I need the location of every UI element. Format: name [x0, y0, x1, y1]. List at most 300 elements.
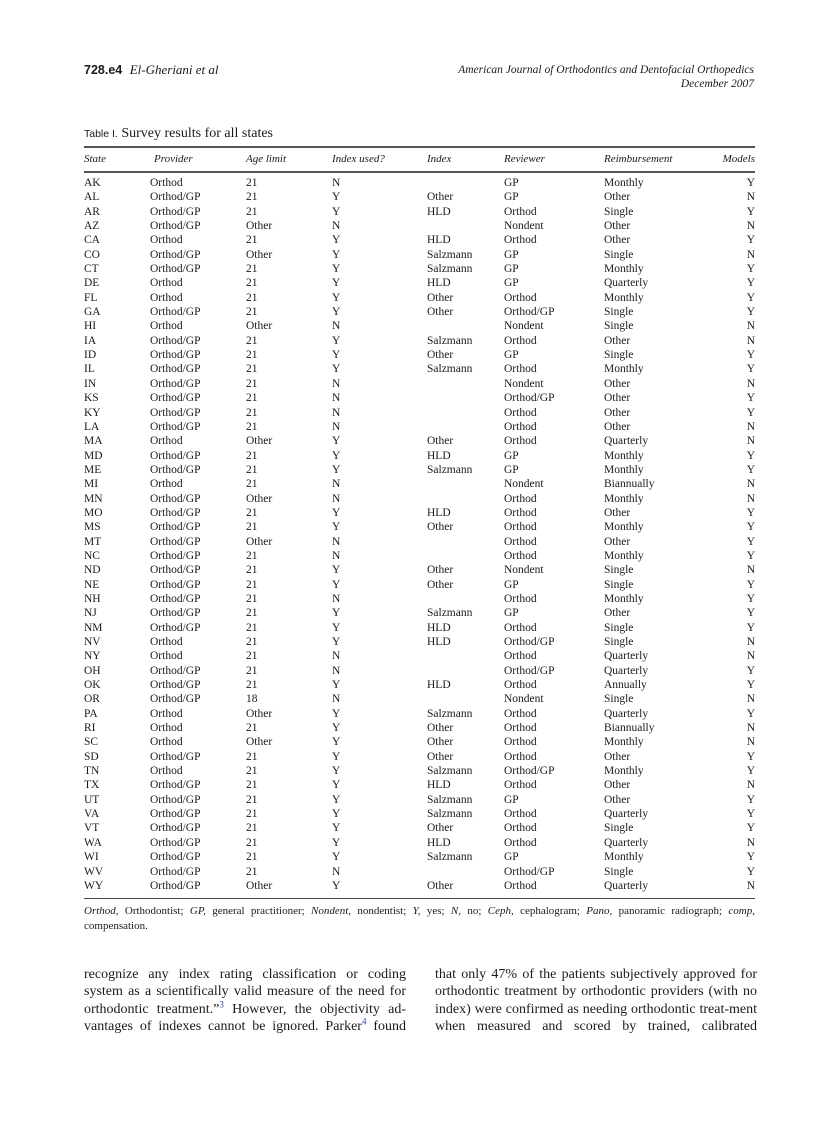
cell-reviewer: Orthod	[504, 549, 537, 562]
cell-reviewer: Orthod	[504, 420, 537, 433]
cell-index-used: Y	[332, 248, 341, 261]
reference-link-4[interactable]: 4	[361, 1016, 367, 1027]
table-row	[84, 879, 755, 893]
cell-age-limit: Other	[246, 736, 273, 749]
cell-provider: Orthod/GP	[150, 693, 201, 706]
table-row	[84, 563, 755, 577]
cell-provider: Orthod	[150, 234, 183, 247]
cell-models: Y	[746, 707, 755, 720]
cell-state: KY	[84, 406, 101, 419]
cell-index: Other	[427, 349, 454, 362]
table-row	[84, 678, 755, 692]
cell-index	[427, 219, 504, 233]
cell-index: HLD	[427, 449, 451, 462]
cell-models: Y	[746, 205, 755, 218]
cell-provider: Orthod/GP	[150, 449, 201, 462]
cell-models: N	[746, 334, 755, 347]
cell-reviewer: GP	[504, 277, 519, 290]
cell-state: TN	[84, 765, 100, 778]
cell-age-limit: 21	[246, 392, 258, 405]
cell-provider: Orthod/GP	[150, 549, 201, 562]
cell-reviewer: Orthod	[504, 506, 537, 519]
cell-age-limit: 21	[246, 851, 258, 864]
cell-reimbursement: Quarterly	[604, 664, 649, 677]
col-header-index-used: Index used?	[332, 153, 385, 165]
cell-index-used: Y	[332, 621, 341, 634]
cell-index-used: N	[332, 549, 341, 562]
cell-index-used: Y	[332, 836, 341, 849]
cell-models: Y	[746, 851, 755, 864]
cell-provider: Orthod/GP	[150, 392, 201, 405]
table-row	[84, 449, 755, 463]
cell-reimbursement: Annually	[604, 679, 647, 692]
table-row	[84, 649, 755, 663]
cell-age-limit: 21	[246, 836, 258, 849]
cell-index-used: Y	[332, 750, 341, 763]
footnote-definition: nondentist;	[351, 905, 413, 917]
cell-reviewer: Orthod	[504, 291, 537, 304]
cell-age-limit: Other	[246, 435, 273, 448]
cell-state: CO	[84, 248, 100, 261]
cell-reimbursement: Quarterly	[604, 836, 649, 849]
cell-reviewer: GP	[504, 463, 519, 476]
table-row	[84, 406, 755, 420]
cell-state: WI	[84, 851, 99, 864]
cell-state: MA	[84, 435, 103, 448]
cell-age-limit: 21	[246, 578, 258, 591]
table-row	[84, 578, 755, 592]
cell-state: SC	[84, 736, 99, 749]
table-row	[84, 549, 755, 563]
cell-reimbursement: Other	[604, 420, 631, 433]
cell-index	[427, 865, 504, 879]
cell-index-used: Y	[332, 679, 341, 692]
cell-index-used: Y	[332, 349, 341, 362]
cell-reimbursement: Quarterly	[604, 435, 649, 448]
cell-state: HI	[84, 320, 97, 333]
cell-reviewer: GP	[504, 607, 519, 620]
cell-index: Other	[427, 291, 454, 304]
cell-reviewer: Orthod	[504, 836, 537, 849]
cell-reimbursement: Single	[604, 822, 634, 835]
cell-models: N	[746, 220, 755, 233]
col-header-index: Index	[427, 153, 452, 165]
cell-reviewer: GP	[504, 263, 519, 276]
cell-reimbursement: Other	[604, 607, 631, 620]
table-row	[84, 377, 755, 391]
cell-reimbursement: Monthly	[604, 492, 644, 505]
cell-state: MI	[84, 478, 99, 491]
cell-reviewer: Orthod	[504, 650, 537, 663]
table-row	[84, 836, 755, 850]
table-row	[84, 735, 755, 749]
cell-models: N	[746, 836, 755, 849]
cell-state: OH	[84, 664, 101, 677]
cell-reviewer: Orthod	[504, 205, 537, 218]
cell-index: HLD	[427, 205, 451, 218]
cell-age-limit: 21	[246, 506, 258, 519]
table-row	[84, 190, 755, 204]
cell-reimbursement: Monthly	[604, 263, 644, 276]
cell-models: Y	[746, 607, 755, 620]
cell-reviewer: Nondent	[504, 564, 544, 577]
body-text: that only 47% of the patients subjectively approved for orthodontic treatment by orthodontic providers (with no index) were confirmed as needing orthodontic treat-ment when measured and scored by trained, calibrated	[435, 967, 757, 1034]
cell-reimbursement: Quarterly	[604, 879, 649, 892]
cell-provider: Orthod/GP	[150, 578, 201, 591]
cell-index-used: N	[332, 865, 341, 878]
cell-reviewer: Orthod/GP	[504, 865, 555, 878]
col-header-reviewer: Reviewer	[504, 153, 545, 165]
cell-age-limit: 21	[246, 664, 258, 677]
cell-index: Other	[427, 306, 454, 319]
cell-reviewer: GP	[504, 349, 519, 362]
cell-state: VT	[84, 822, 100, 835]
cell-reimbursement: Single	[604, 349, 634, 362]
table-row	[84, 291, 755, 305]
table-row	[84, 463, 755, 477]
cell-index: Salzmann	[427, 263, 473, 276]
cell-index	[427, 649, 504, 663]
table-row	[84, 692, 755, 706]
cell-index-used: Y	[332, 707, 341, 720]
cell-reviewer: GP	[504, 449, 519, 462]
cell-state: NJ	[84, 607, 97, 620]
cell-index-used: N	[332, 220, 341, 233]
cell-age-limit: 21	[246, 750, 258, 763]
footnote-abbreviation: N,	[450, 905, 461, 917]
cell-index-used: Y	[332, 435, 341, 448]
cell-models: N	[746, 779, 755, 792]
cell-reimbursement: Monthly	[604, 549, 644, 562]
cell-models: N	[746, 492, 755, 505]
cell-reviewer: Orthod	[504, 750, 537, 763]
table-row	[84, 171, 755, 190]
cell-models: Y	[746, 506, 755, 519]
cell-age-limit: 21	[246, 621, 258, 634]
cell-age-limit: 21	[246, 334, 258, 347]
footnote-definition: compensation.	[84, 920, 148, 932]
cell-reviewer: Nondent	[504, 377, 544, 390]
cell-models: Y	[746, 177, 755, 189]
cell-reimbursement: Monthly	[604, 592, 644, 605]
cell-reimbursement: Other	[604, 234, 631, 247]
table-row	[84, 721, 755, 735]
table-row	[84, 506, 755, 520]
table-row	[84, 319, 755, 333]
cell-models: Y	[746, 521, 755, 534]
cell-age-limit: 21	[246, 822, 258, 835]
cell-state: NH	[84, 592, 101, 605]
cell-age-limit: 21	[246, 521, 258, 534]
cell-reimbursement: Biannually	[604, 478, 655, 491]
cell-index-used: Y	[332, 879, 341, 892]
cell-models: N	[746, 636, 755, 648]
table-row	[84, 664, 755, 678]
cell-index: Other	[427, 722, 454, 735]
col-header-reimbursement: Reimbursement	[604, 153, 673, 165]
cell-index: Other	[427, 736, 454, 749]
cell-models: N	[746, 722, 755, 735]
cell-reviewer: Orthod	[504, 592, 537, 605]
table-row	[84, 535, 755, 549]
cell-state: NE	[84, 578, 100, 591]
running-header-left	[84, 62, 219, 78]
cell-index-used: Y	[332, 449, 341, 462]
table-row	[84, 348, 755, 362]
cell-reimbursement: Monthly	[604, 765, 644, 778]
cell-provider: Orthod/GP	[150, 205, 201, 218]
cell-reimbursement: Other	[604, 535, 631, 548]
table-row	[84, 305, 755, 319]
cell-reimbursement: Quarterly	[604, 707, 649, 720]
footnote-definition: no;	[461, 905, 488, 917]
cell-provider: Orthod	[150, 650, 183, 663]
cell-provider: Orthod/GP	[150, 836, 201, 849]
cell-index	[427, 477, 504, 491]
cell-provider: Orthod	[150, 277, 183, 290]
cell-reimbursement: Other	[604, 334, 631, 347]
cell-reimbursement: Other	[604, 220, 631, 233]
cell-age-limit: Other	[246, 320, 273, 333]
cell-state: LA	[84, 420, 100, 433]
cell-index: Salzmann	[427, 334, 473, 347]
cell-index: HLD	[427, 506, 451, 519]
cell-models: Y	[746, 549, 755, 562]
cell-age-limit: 21	[246, 607, 258, 620]
cell-reimbursement: Other	[604, 377, 631, 390]
cell-index-used: Y	[332, 277, 341, 290]
cell-age-limit: 21	[246, 449, 258, 462]
cell-reviewer: Orthod	[504, 736, 537, 749]
cell-reimbursement: Other	[604, 750, 631, 763]
cell-state: CA	[84, 234, 100, 247]
cell-index-used: Y	[332, 363, 341, 376]
cell-reviewer: Orthod	[504, 521, 537, 534]
cell-age-limit: Other	[246, 707, 273, 720]
cell-reviewer: Orthod/GP	[504, 664, 555, 677]
table-bottom-rule	[84, 898, 755, 899]
table-row	[84, 707, 755, 721]
cell-state: ME	[84, 463, 102, 476]
cell-reviewer: Nondent	[504, 320, 544, 333]
table-row	[84, 606, 755, 620]
cell-reimbursement: Single	[604, 320, 634, 333]
cell-provider: Orthod/GP	[150, 191, 201, 204]
cell-age-limit: 21	[246, 263, 258, 276]
author-line: El-Gheriani et al	[129, 62, 219, 77]
cell-reimbursement: Single	[604, 693, 634, 706]
cell-state: OK	[84, 679, 101, 692]
table-row	[84, 362, 755, 376]
cell-models: Y	[746, 234, 755, 247]
cell-age-limit: 21	[246, 478, 258, 491]
cell-provider: Orthod/GP	[150, 363, 201, 376]
cell-models: Y	[746, 449, 755, 462]
cell-models: Y	[746, 291, 755, 304]
cell-age-limit: 21	[246, 349, 258, 362]
cell-index: HLD	[427, 621, 451, 634]
table-row	[84, 219, 755, 233]
cell-provider: Orthod/GP	[150, 521, 201, 534]
cell-provider: Orthod/GP	[150, 220, 201, 233]
table-row	[84, 420, 755, 434]
cell-reimbursement: Other	[604, 406, 631, 419]
cell-models: Y	[746, 392, 755, 405]
cell-models: Y	[746, 592, 755, 605]
cell-provider: Orthod/GP	[150, 851, 201, 864]
cell-state: MS	[84, 521, 101, 534]
cell-index: Salzmann	[427, 248, 473, 261]
cell-state: AZ	[84, 220, 100, 233]
table-row	[84, 391, 755, 405]
cell-models: N	[746, 420, 755, 433]
cell-reimbursement: Monthly	[604, 177, 644, 189]
cell-provider: Orthod	[150, 291, 183, 304]
cell-provider: Orthod	[150, 320, 183, 333]
cell-models: Y	[746, 277, 755, 290]
cell-provider: Orthod/GP	[150, 793, 201, 806]
cell-age-limit: 21	[246, 377, 258, 390]
cell-provider: Orthod/GP	[150, 306, 201, 319]
cell-index: Salzmann	[427, 363, 473, 376]
cell-provider: Orthod	[150, 722, 183, 735]
cell-state: NV	[84, 636, 101, 648]
cell-age-limit: 21	[246, 406, 258, 419]
cell-index: Salzmann	[427, 463, 473, 476]
cell-state: AR	[84, 205, 100, 218]
cell-provider: Orthod/GP	[150, 535, 201, 548]
cell-models: N	[746, 564, 755, 577]
cell-reimbursement: Single	[604, 636, 634, 648]
table-row	[84, 434, 755, 448]
cell-provider: Orthod/GP	[150, 621, 201, 634]
cell-age-limit: 21	[246, 306, 258, 319]
cell-state: ID	[84, 349, 97, 362]
cell-state: PA	[84, 707, 98, 720]
cell-reviewer: Orthod/GP	[504, 392, 555, 405]
cell-state: NM	[84, 621, 103, 634]
table-row	[84, 276, 755, 290]
cell-reviewer: Orthod	[504, 879, 537, 892]
cell-index-used: N	[332, 592, 341, 605]
cell-age-limit: 21	[246, 650, 258, 663]
cell-index-used: Y	[332, 851, 341, 864]
cell-models: Y	[746, 578, 755, 591]
cell-models: Y	[746, 463, 755, 476]
cell-index-used: Y	[332, 463, 341, 476]
cell-state: KS	[84, 392, 99, 405]
cell-index-used: Y	[332, 636, 341, 648]
cell-age-limit: 21	[246, 363, 258, 376]
footnote-definition: general practitioner;	[205, 905, 312, 917]
cell-reviewer: Orthod/GP	[504, 306, 555, 319]
cell-provider: Orthod/GP	[150, 248, 201, 261]
cell-index: Salzmann	[427, 765, 473, 778]
cell-models: Y	[746, 263, 755, 276]
footnote-abbreviation: Pano,	[586, 905, 613, 917]
cell-index	[427, 171, 504, 190]
cell-index-used: Y	[332, 306, 341, 319]
cell-index: Other	[427, 521, 454, 534]
cell-index-used: N	[332, 492, 341, 505]
cell-state: DE	[84, 277, 100, 290]
cell-reimbursement: Monthly	[604, 521, 644, 534]
cell-provider: Orthod/GP	[150, 463, 201, 476]
col-header-provider: Provider	[154, 153, 193, 165]
cell-provider: Orthod/GP	[150, 779, 201, 792]
cell-age-limit: 21	[246, 808, 258, 821]
cell-reviewer: GP	[504, 177, 519, 189]
cell-age-limit: Other	[246, 535, 273, 548]
cell-reimbursement: Single	[604, 621, 634, 634]
cell-reviewer: Nondent	[504, 478, 544, 491]
cell-provider: Orthod/GP	[150, 349, 201, 362]
cell-provider: Orthod/GP	[150, 334, 201, 347]
survey-table	[84, 147, 755, 893]
cell-state: NC	[84, 549, 100, 562]
cell-provider: Orthod/GP	[150, 492, 201, 505]
cell-reimbursement: Quarterly	[604, 650, 649, 663]
cell-age-limit: Other	[246, 220, 273, 233]
cell-reviewer: Orthod	[504, 808, 537, 821]
cell-models: Y	[746, 306, 755, 319]
cell-provider: Orthod	[150, 736, 183, 749]
cell-index: Salzmann	[427, 808, 473, 821]
table-row	[84, 205, 755, 219]
body-column-left	[84, 966, 406, 1035]
cell-state: MT	[84, 535, 102, 548]
cell-state: AL	[84, 191, 100, 204]
cell-reimbursement: Monthly	[604, 363, 644, 376]
footnote-definition: yes;	[420, 905, 451, 917]
cell-age-limit: 21	[246, 865, 258, 878]
footnote-abbreviation: GP,	[189, 905, 206, 917]
cell-index: Salzmann	[427, 607, 473, 620]
cell-index	[427, 406, 504, 420]
cell-models: N	[746, 478, 755, 491]
cell-reimbursement: Monthly	[604, 463, 644, 476]
cell-index	[427, 549, 504, 563]
cell-age-limit: 21	[246, 420, 258, 433]
cell-index-used: N	[332, 392, 341, 405]
cell-index-used: Y	[332, 578, 341, 591]
cell-reviewer: Orthod	[504, 234, 537, 247]
cell-models: N	[746, 650, 755, 663]
cell-reviewer: Orthod/GP	[504, 636, 555, 648]
cell-age-limit: 21	[246, 722, 258, 735]
cell-index	[427, 391, 504, 405]
cell-age-limit: 21	[246, 592, 258, 605]
cell-models: N	[746, 191, 755, 204]
cell-reviewer: GP	[504, 248, 519, 261]
body-column-right	[435, 966, 757, 1035]
table-row	[84, 807, 755, 821]
footnote-definition: cephalogram;	[513, 905, 587, 917]
table-label: Table I.	[84, 128, 118, 140]
page-number: 728.e4	[84, 63, 123, 77]
cell-age-limit: 21	[246, 765, 258, 778]
cell-models: Y	[746, 621, 755, 634]
table-title: Survey results for all states	[121, 126, 273, 141]
reference-link-3[interactable]: 3	[219, 998, 224, 1009]
cell-reviewer: Orthod	[504, 779, 537, 792]
cell-reimbursement: Single	[604, 564, 634, 577]
cell-index: HLD	[427, 234, 451, 247]
cell-reviewer: Orthod	[504, 679, 537, 692]
cell-index: Other	[427, 564, 454, 577]
cell-index: Other	[427, 191, 454, 204]
table-row	[84, 850, 755, 864]
